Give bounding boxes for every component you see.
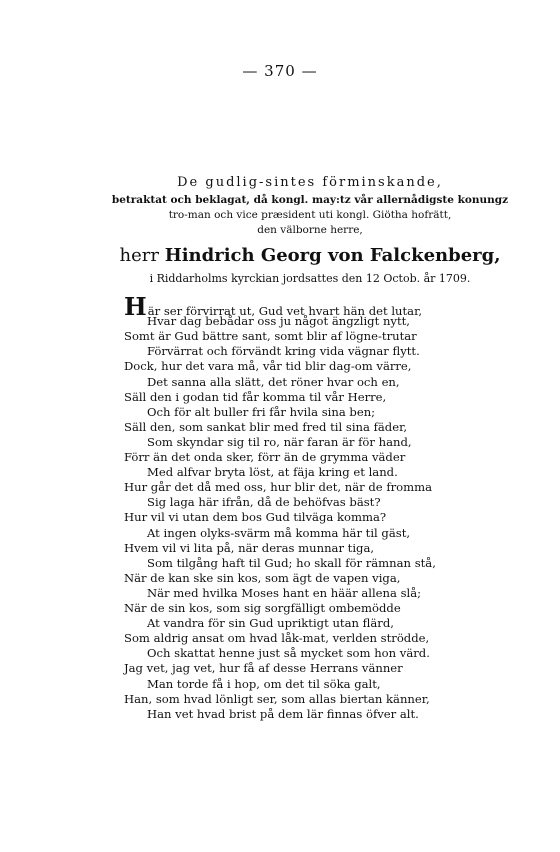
heading-line-3: tro-man och vice præsident uti kongl. Giötha hofrätt,: [168, 209, 452, 221]
poem-line-text: är ser förvirrat ut, Gud vet hvart hän det lutar,: [147, 304, 423, 318]
heading-title: [110, 241, 510, 271]
heading-line-4: den välborne herre,: [257, 224, 363, 236]
poem-line: Och för alt buller fri får hvila sina ben;: [147, 404, 376, 419]
drop-initial: H: [124, 292, 147, 321]
poem-line: Som aldrig ansat om hvad låk-mat, verlden strödde,: [124, 631, 430, 646]
poem-line: Som tilgång haft til Gud; ho skall för rämnan stå,: [147, 555, 436, 570]
poem-line: At vandra för sin Gud upriktigt utan flärd,: [147, 616, 394, 631]
heading-line-2: betraktat och beklagat, då kongl. may:tz vår allernådigste konungz: [111, 194, 509, 206]
poem-line: Han, som hvad lönligt ser, som allas biertan känner,: [124, 691, 430, 706]
poem-line: När de sin kos, som sig sorgfälligt ombemödde: [124, 601, 401, 615]
page-number: — 370 —: [242, 62, 318, 80]
poem-line: Somt är Gud bättre sant, somt blir af lögne-trutar: [124, 329, 417, 344]
poem-line: Sig laga här ifrån, då de behöfvas bäst?: [147, 495, 381, 510]
poem-line: Man torde få i hop, om det til söka galt,: [147, 676, 381, 691]
title-name: Hindrich Georg von Falckenberg,: [164, 245, 501, 266]
poem-line: At ingen olyks-svärm må komma här til gäst,: [147, 525, 411, 540]
poem-line: Hvar dag bebådar oss ju något ängzligt nytt,: [147, 314, 410, 329]
poem-line: Säll den i godan tid får komma til vår Herre,: [124, 389, 387, 404]
poem-line: När de kan ske sin kos, som ägt de vapen viga,: [124, 570, 401, 585]
poem-line: Med alfvar bryta löst, at fäja kring et land.: [147, 465, 398, 480]
poem-line: Förr än det onda sker, förr än de grymma väder: [124, 450, 406, 464]
title-prefix: herr: [119, 245, 159, 266]
poem-line: Hur vil vi utan dem bos Gud tilväga komma?: [124, 510, 387, 525]
poem-line: Förvärrat och förvändt kring vida vägnar flytt.: [147, 344, 420, 359]
poem-line: Hur går det då med oss, hur blir det, när de fromma: [124, 480, 433, 495]
poem-heading: [110, 174, 510, 287]
poem-line: Det sanna alla slätt, det röner hvar och en,: [147, 374, 400, 389]
poem-line: Som skyndar sig til ro, när faran är för hand,: [147, 434, 412, 449]
poem-line: Jag vet, jag vet, hur få af desse Herrans vänner: [124, 661, 403, 676]
poem-line: Dock, hur det vara må, vår tid blir dag-om värre,: [124, 359, 412, 374]
poem-line: Hvem vil vi lita på, när deras munnar tiga,: [124, 540, 375, 555]
heading-line-1: De gudlig-sintes förminskande,: [177, 175, 443, 190]
heading-line-6: i Riddarholms kyrckian jordsattes den 12 Octob. år 1709.: [149, 272, 471, 285]
poem-line: När med hvilka Moses hant en häär allena slå;: [147, 585, 422, 600]
poem-line: Säll den, som sankat blir med fred til sina fäder,: [124, 419, 408, 434]
poem-line: Han vet hvad brist på dem lär finnas öfver alt.: [147, 706, 419, 721]
poem-line: Och skattat henne just så mycket som hon värd.: [147, 646, 430, 661]
